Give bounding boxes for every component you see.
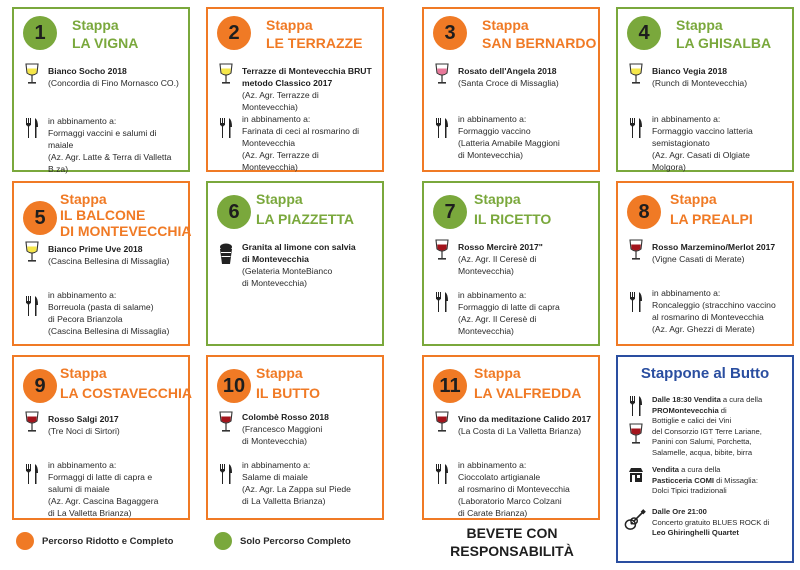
stop-name-10: IL BUTTO [256,385,321,401]
wine-info-1: Bianco Socho 2018 (Concordia di Fino Mornasco CO.) [48,66,179,88]
pairing-info-8: in abbinamento a: Roncaleggio (stracchino vaccino al rosmarino di Montevecchia (Az. Agr. Ghezzi di Merate) [652,288,776,334]
wine-info-11: Vino da meditazione Calido 2017 (La Costa di La Valletta Brianza) [458,414,592,436]
wine-info-2: Terrazze di Montevecchia BRUT metodo Classico 2017 (Az. Agr. Terrazze di Montevecchia) [242,66,372,112]
stop-name-1: LA VIGNA [72,35,139,51]
stop-card-4 [616,7,794,172]
wine-info-10: Colombè Rosso 2018 (Francesco Maggioni di Montevecchia) [242,412,329,446]
stop-card-7 [422,181,600,346]
butto-vendita-pro: Dalle 18:30 Vendita a cura della PROMontevecchia di Bottiglie e calici dei Vini del Consorzio IGT Terre Lariane, Panini con Salumi, Porchetta, Salamelle, acqua, bibite, birra [652,395,763,457]
cutlery-icon [434,463,450,485]
cutlery-icon [218,117,234,139]
stop-card-1 [12,7,190,172]
stop-card-11 [422,355,600,520]
cutlery-icon [434,117,450,139]
stop-card-8 [616,181,794,346]
legend-orange [16,532,173,550]
stop-title-2: Stappa [266,17,313,33]
stop-title-9: Stappa [60,365,107,381]
pairing-info-7: in abbinamento a: Formaggio di latte di capra (Az. Agr. Il Ceresè di Montevecchia) [458,290,560,336]
stop-number-6: 6 [217,195,251,229]
wine-info-3: Rosato dell'Angela 2018 (Santa Croce di Missaglia) [458,66,559,88]
stop-number-11: 11 [433,369,467,403]
cutlery-icon [434,291,450,313]
red-wine-glass-icon [434,239,450,261]
wine-info-8: Rosso Marzemino/Merlot 2017 (Vigne Casati di Merate) [652,242,776,264]
stop-title-6: Stappa [256,191,303,207]
granita-cup-icon [218,243,234,265]
stop-card-10 [206,355,384,520]
wine-info-9: Rosso Salgi 2017 (Tre Noci di Sirtori) [48,414,120,436]
stop-name-6: LA PIAZZETTA [256,211,354,227]
stop-number-3: 3 [433,16,467,50]
pairing-info-4: in abbinamento a: Formaggio vaccino latteria semistagionato (Az. Agr. Casati di Olgiate Molgora) [652,114,753,172]
stop-number-2: 2 [217,16,251,50]
pairing-info-5: in abbinamento a: Borreuola (pasta di salame) di Pecora Brianzola (Cascina Bellesina di Missaglia) [48,290,170,336]
granita-info-6: Granita al limone con salvia di Montevecchia (Gelateria MonteBianco di Montevecchia) [242,242,356,288]
butto-vendita-pasticceria: Vendita a cura della Pasticceria COMI di Missaglia: Dolci Tipici tradizionali [652,465,758,495]
white-wine-glass-icon [24,241,40,263]
pairing-info-3: in abbinamento a: Formaggio vaccino (Latteria Amabile Maggioni di Montevecchia) [458,114,560,160]
stop-card-6 [206,181,384,346]
stop-name-7: IL RICETTO [474,211,552,227]
stop-card-2 [206,7,384,172]
legend-orange-label: Percorso Ridotto e Completo [42,535,174,547]
white-wine-glass-icon [24,63,40,85]
green-dot-icon [214,532,232,550]
orange-dot-icon [16,532,34,550]
wine-info-7: Rosso Mercirè 2017" (Az. Agr. Il Ceresè di Montevecchia) [458,242,543,276]
red-wine-glass-icon [628,423,644,445]
wine-info-4: Bianco Vegia 2018 (Runch di Montevecchia) [652,66,748,88]
pairing-info-2: in abbinamento a: Farinata di ceci al rosmarino di Montevecchia (Az. Agr. Terrazze di Montevecchia) [242,114,360,172]
stop-name-9: LA COSTAVECCHIA [60,385,192,401]
stop-card-9 [12,355,190,520]
red-wine-glass-icon [218,411,234,433]
cutlery-icon [628,291,644,313]
butto-concerto: Dalle Ore 21:00 Concerto gratuito BLUES ROCK di Leo Ghiringhelli Quartet [652,507,770,537]
red-wine-glass-icon [24,411,40,433]
stop-number-7: 7 [433,195,467,229]
stop-number-1: 1 [23,16,57,50]
stop-name-4: LA GHISALBA [676,35,772,51]
stop-title-4: Stappa [676,17,723,33]
cutlery-icon [24,463,40,485]
stop-title-1: Stappa [72,17,119,33]
stop-number-8: 8 [627,195,661,229]
stappone-title: Stappone al Butto [640,365,770,382]
red-wine-glass-icon [434,411,450,433]
stop-name-3: SAN BERNARDO [482,35,597,51]
stop-number-9: 9 [23,369,57,403]
stop-title-8: Stappa [670,191,717,207]
white-wine-glass-icon [218,63,234,85]
pairing-info-11: in abbinamento a: Cioccolato artigianale al rosmarino di Montevecchia (Laboratorio Marco Colzani di Carate Brianza) [458,460,570,518]
shop-icon [628,467,644,483]
cutlery-icon [628,117,644,139]
wine-info-5: Bianco Prime Uve 2018 (Cascina Bellesina di Missaglia) [48,244,170,266]
guitar-icon [624,509,646,531]
stop-title-7: Stappa [474,191,521,207]
slogan: BEVETE CON RESPONSABILITÀ [450,525,574,559]
legend-green-label: Solo Percorso Completo [240,535,351,547]
stop-number-10: 10 [217,369,251,403]
stop-title-10: Stappa [256,365,303,381]
cutlery-icon [24,295,40,317]
stop-card-5 [12,181,190,346]
red-wine-glass-icon [628,239,644,261]
white-wine-glass-icon [628,63,644,85]
stop-title-5: Stappa [60,191,107,207]
stop-title-11: Stappa [474,365,521,381]
stop-name-2: LE TERRAZZE [266,35,363,51]
legend-green [214,532,351,550]
cutlery-icon [24,117,40,139]
stop-number-5: 5 [23,201,57,235]
stop-card-3 [422,7,600,172]
stop-name-5: IL BALCONE [60,207,146,223]
cutlery-icon [218,463,234,485]
stop-number-4: 4 [627,16,661,50]
stop-title-3: Stappa [482,17,529,33]
stop-name-5-line2: DI MONTEVECCHIA [60,223,192,239]
pairing-info-10: in abbinamento a: Salame di maiale (Az. Agr. La Zappa sul Piede di La Valletta Brianza) [242,460,351,506]
rose-wine-glass-icon [434,63,450,85]
pairing-info-1: in abbinamento a: Formaggi vaccini e salumi di maiale (Az. Agr. Latte & Terra di Valletta B.za) [48,116,172,174]
stop-name-11: LA VALFREDDA [474,385,582,401]
stop-name-8: LA PREALPI [670,211,753,227]
stappone-butto-card [616,355,794,563]
cutlery-icon [628,395,644,417]
pairing-info-9: in abbinamento a: Formaggi di latte di capra e salumi di maiale (Az. Agr. Cascina Bagaggera di La Valletta Brianza) [48,460,159,518]
